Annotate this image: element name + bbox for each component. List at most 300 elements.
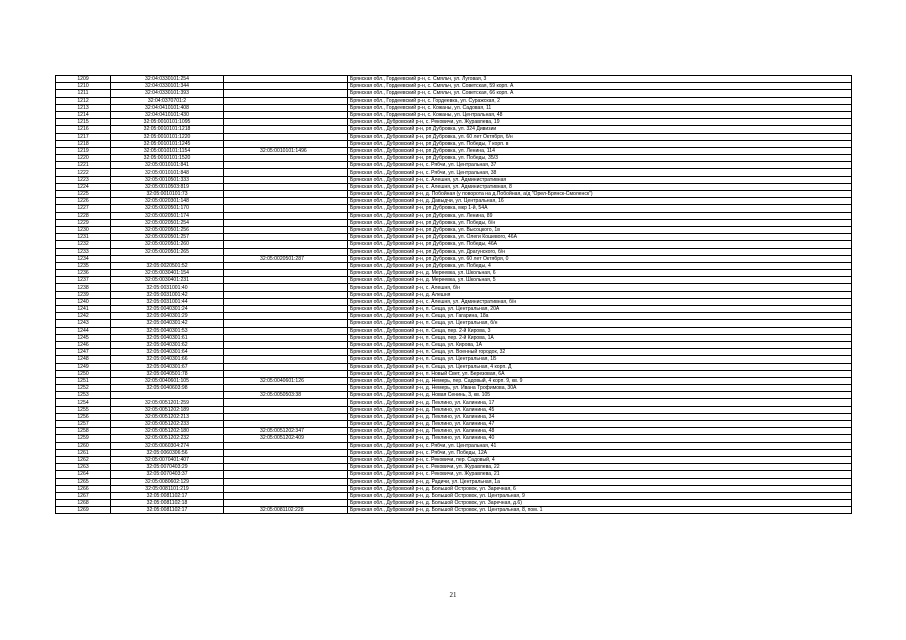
linked-cadastral-number-cell: 32:05:0010101:1496 [224,147,348,154]
cadastral-number-cell: 32:05:0040301:66 [111,356,224,363]
table-row [56,183,852,190]
linked-cadastral-number-cell [224,104,348,111]
cadastral-number-cell: 32:05:0040301:67 [111,363,224,370]
linked-cadastral-number-cell: 32:05:0050503:38 [224,392,348,399]
cadastral-number-cell: 32:05:0040301:64 [111,349,224,356]
address-cell: Брянская обл., Дубровский р-н, п. Сеща, ул. Центральная, 4 корп. Д [348,363,852,370]
address-cell: Брянская обл., Дубровский р-н, д. Пеклино, ул. Калинина, 47 [348,421,852,428]
address-cell: Брянская обл., Дубровский р-н, рп Дубровка, мкр 1-й, 54А [348,205,852,212]
address-cell: Брянская обл., Дубровский р-н, д. Пеклино, ул. Калинина, 45 [348,406,852,413]
linked-cadastral-number-cell [224,176,348,183]
linked-cadastral-number-cell: 32:05:0020501:287 [224,255,348,262]
row-number-cell: 1217 [56,133,111,140]
table-row [56,471,852,478]
table-row [56,306,852,313]
table-row [56,162,852,169]
row-number-cell: 1261 [56,449,111,456]
cadastral-number-cell: 32:05:0010101:73 [111,191,224,198]
row-number-cell: 1218 [56,140,111,147]
cadastral-number-cell: 32:05:0040603:98 [111,385,224,392]
table-row [56,241,852,248]
address-cell: Брянская обл., Дубровский р-н, с. Рековичи, пер. Садовый, 4 [348,456,852,463]
cadastral-number-cell: 32:04:0330101:254 [111,76,224,83]
row-number-cell: 1236 [56,270,111,277]
cadastral-number-cell: 32:05:0081102:17 [111,492,224,499]
linked-cadastral-number-cell [224,212,348,219]
table-row [56,262,852,269]
address-cell: Брянская обл., Дубровский р-н, д. Немерь, пер. Садовый, 4 корп. 9, кв. 9 [348,377,852,384]
table-row [56,255,852,262]
row-number-cell: 1254 [56,399,111,406]
address-cell: Брянская обл., Дубровский р-н, д. Пеклино, ул. Калинина, 48 [348,428,852,435]
address-cell: Брянская обл., Гордеевский р-н, с. Смяльч, ул. Советская, 66 корп. А [348,90,852,97]
address-cell: Брянская обл., Дубровский р-н, рп Дубровка, ул. Ленина, 114 [348,147,852,154]
address-cell: Брянская обл., Дубровский р-н, рп Дубровка, ул. 60 лет Октября, б/н [348,133,852,140]
table-row [56,176,852,183]
address-cell: Брянская обл., Дубровский р-н, п. Сеща, ул. Центральная, б/н [348,320,852,327]
linked-cadastral-number-cell [224,356,348,363]
table-row [56,442,852,449]
cadastral-number-cell: 32:05:0040301:42 [111,320,224,327]
cadastral-number-cell: 32:05:0020501:265 [111,248,224,255]
address-cell: Брянская обл., Дубровский р-н, рп Дубровка, ул. Олеги Кошевого, 46А [348,234,852,241]
cadastral-number-cell: 32:05:0031001:42 [111,291,224,298]
table-row [56,169,852,176]
linked-cadastral-number-cell [224,413,348,420]
cadastral-number-cell: 32:05:0010501:333 [111,176,224,183]
linked-cadastral-number-cell [224,133,348,140]
row-number-cell: 1220 [56,155,111,162]
cadastral-number-cell: 32:05:0010101:1095 [111,119,224,126]
table-row [56,111,852,118]
linked-cadastral-number-cell [224,442,348,449]
table-row [56,478,852,485]
linked-cadastral-number-cell [224,97,348,104]
row-number-cell: 1267 [56,492,111,499]
cadastral-number-cell: 32:05:0031001:40 [111,284,224,291]
address-cell: Брянская обл., Дубровский р-н, с. Алешня, б/н [348,284,852,291]
address-cell: Брянская обл., Дубровский р-н, рп Дубровка, ул. Победы, 4 [348,262,852,269]
row-number-cell: 1232 [56,241,111,248]
table-row [56,485,852,492]
address-cell: Брянская обл., Дубровский р-н, рп Дубровка, ул. 60 лет Октября, 0 [348,255,852,262]
table-row [56,97,852,104]
linked-cadastral-number-cell [224,111,348,118]
table-row [56,298,852,305]
address-cell: Брянская обл., Дубровский р-н, рп Дубровка, ул. Драгунского, б/н [348,248,852,255]
linked-cadastral-number-cell [224,198,348,205]
address-cell: Брянская обл., Дубровский р-н, д. Побойная (у поворота на д.Побойная, а/д "Орел-Брянск-Смоленск") [348,191,852,198]
address-cell: Брянская обл., Дубровский р-н, д. Пеклино, ул. Калинина, 40 [348,435,852,442]
table-row [56,421,852,428]
cadastral-number-cell: 32:05:0010101:1154 [111,147,224,154]
address-cell: Брянская обл., Дубровский р-н, д. Большой Островок, ул. Заречная, д.6) [348,500,852,507]
row-number-cell: 1228 [56,212,111,219]
address-cell: Брянская обл., Дубровский р-н, рп Дубровка, ул. Ленина, 89 [348,212,852,219]
table-row [56,119,852,126]
linked-cadastral-number-cell [224,406,348,413]
cadastral-number-cell: 32:05:0010101:1520 [111,155,224,162]
table-row [56,464,852,471]
table-row [56,334,852,341]
row-number-cell: 1210 [56,83,111,90]
table-row [56,492,852,499]
table-row [56,104,852,111]
linked-cadastral-number-cell [224,399,348,406]
address-cell: Брянская обл., Гордеевский р-н, с. Гордеевка, ул. Суражская, 2 [348,97,852,104]
linked-cadastral-number-cell [224,485,348,492]
linked-cadastral-number-cell [224,76,348,83]
address-cell: Брянская обл., Дубровский р-н, п. Новый Свет, ул. Березовая, 6А [348,370,852,377]
linked-cadastral-number-cell [224,262,348,269]
cadastral-number-cell: 32:04:0410101:408 [111,104,224,111]
table-row [56,500,852,507]
linked-cadastral-number-cell [224,241,348,248]
row-number-cell: 1252 [56,385,111,392]
address-cell: Брянская обл., Дубровский р-н, с. Рековичи, ул. Журавлева, 22 [348,464,852,471]
cadastral-number-cell: 32:05:0040501:78 [111,370,224,377]
row-number-cell: 1244 [56,327,111,334]
row-number-cell: 1243 [56,320,111,327]
row-number-cell: 1242 [56,313,111,320]
row-number-cell: 1214 [56,111,111,118]
table-row [56,147,852,154]
address-cell: Брянская обл., Гордеевский р-н, с. Кожаны, ул. Садовая, 11 [348,104,852,111]
cadastral-number-cell: 32:05:0030401:231 [111,277,224,284]
linked-cadastral-number-cell [224,183,348,190]
row-number-cell: 1256 [56,413,111,420]
cadastral-number-cell: 32:05:0081102:17 [111,507,224,514]
address-cell: Брянская обл., Дубровский р-н, п. Сеща, пер. 2-й Кирова, 1А [348,334,852,341]
linked-cadastral-number-cell [224,313,348,320]
address-cell: Брянская обл., Дубровский р-н, д. Немерь, ул. Ивана Трофимова, 30А [348,385,852,392]
table-row [56,363,852,370]
linked-cadastral-number-cell [224,464,348,471]
linked-cadastral-number-cell: 32:05:0051202:409 [224,435,348,442]
address-cell: Брянская обл., Дубровский р-н, с. Рековичи, ул. Журавлева, 21 [348,471,852,478]
linked-cadastral-number-cell [224,191,348,198]
linked-cadastral-number-cell [224,349,348,356]
linked-cadastral-number-cell [224,205,348,212]
row-number-cell: 1253 [56,392,111,399]
cadastral-number-cell: 32:05:0051202:180 [111,428,224,435]
linked-cadastral-number-cell [224,234,348,241]
cadastral-number-cell: 32:05:0060304:274 [111,442,224,449]
row-number-cell: 1231 [56,234,111,241]
linked-cadastral-number-cell [224,90,348,97]
table-row [56,76,852,83]
address-cell: Брянская обл., Дубровский р-н, с. Рябчи, ул. Центральная, 41 [348,442,852,449]
address-cell: Брянская обл., Дубровский р-н, с. Рябчи, ул. Центральная, 38 [348,169,852,176]
cadastral-number-cell: 32:05:0010101:1220 [111,133,224,140]
address-cell: Брянская обл., Дубровский р-н, д. Пеклино, ул. Калинина, 34 [348,413,852,420]
address-cell: Брянская обл., Дубровский р-н, д. Большой Островок, ул. Центральная, 9 [348,492,852,499]
cadastral-number-cell: 32:05:0051202:189 [111,406,224,413]
linked-cadastral-number-cell [224,320,348,327]
table-row [56,356,852,363]
address-cell: Брянская обл., Дубровский р-н, д. Давыдчи, ул. Центральная, 16 [348,198,852,205]
table-row [56,370,852,377]
linked-cadastral-number-cell [224,119,348,126]
cadastral-number-cell: 32:05:0010101:1245 [111,140,224,147]
linked-cadastral-number-cell [224,140,348,147]
cadastral-number-cell: 32:05:0040301:29 [111,313,224,320]
row-number-cell: 1263 [56,464,111,471]
row-number-cell: 1246 [56,341,111,348]
cadastral-number-cell: 32:05:0010101:848 [111,169,224,176]
row-number-cell: 1224 [56,183,111,190]
table-row [56,155,852,162]
table-row [56,449,852,456]
cadastral-number-cell: 32:05:0051202:213 [111,413,224,420]
row-number-cell: 1241 [56,306,111,313]
cadastral-number-cell: 32:05:0070401:407 [111,456,224,463]
address-cell: Брянская обл., Дубровский р-н, рп Дубровка, ул. Победы, б/н [348,219,852,226]
address-cell: Брянская обл., Дубровский р-н, д. Новая Сенинь, 3, кв. 105 [348,392,852,399]
row-number-cell: 1257 [56,421,111,428]
row-number-cell: 1209 [56,76,111,83]
row-number-cell: 1216 [56,126,111,133]
linked-cadastral-number-cell [224,385,348,392]
table-row [56,406,852,413]
cadastral-number-cell: 32:05:0080602:129 [111,478,224,485]
table-body [56,76,852,514]
cadastral-number-cell: 32:05:0020301:148 [111,198,224,205]
address-cell: Брянская обл., Дубровский р-н, п. Сеща, ул. Кирова, 1А [348,341,852,348]
cadastral-number-cell: 32:04:0370701:2 [111,97,224,104]
table-row [56,413,852,420]
cadastral-number-cell: 32:05:0020501:170 [111,205,224,212]
linked-cadastral-number-cell [224,327,348,334]
address-cell: Брянская обл., Дубровский р-н, рп Дубровка, ул. 324 Дивизии [348,126,852,133]
address-cell: Брянская обл., Дубровский р-н, д. Радичи, ул. Центральная, 1а [348,478,852,485]
row-number-cell: 1223 [56,176,111,183]
table-row [56,456,852,463]
linked-cadastral-number-cell [224,341,348,348]
row-number-cell: 1264 [56,471,111,478]
linked-cadastral-number-cell [224,471,348,478]
row-number-cell: 1213 [56,104,111,111]
cadastral-number-cell: 32:05:0020501:174 [111,212,224,219]
linked-cadastral-number-cell [224,478,348,485]
row-number-cell: 1230 [56,226,111,233]
row-number-cell: 1269 [56,507,111,514]
table-row [56,313,852,320]
address-cell: Брянская обл., Дубровский р-н, рп Дубровка, ул. Высоцкого, 1в [348,226,852,233]
table-row [56,399,852,406]
row-number-cell: 1255 [56,406,111,413]
row-number-cell: 1239 [56,291,111,298]
row-number-cell: 1212 [56,97,111,104]
address-cell: Брянская обл., Дубровский р-н, д. Пеклино, ул. Калинина, 17 [348,399,852,406]
linked-cadastral-number-cell [224,270,348,277]
cadastral-number-cell: 32:05:0031001:44 [111,298,224,305]
linked-cadastral-number-cell [224,449,348,456]
linked-cadastral-number-cell [224,492,348,499]
row-number-cell: 1211 [56,90,111,97]
address-cell: Брянская обл., Дубровский р-н, с. Алешня, ул. Административная, б/н [348,298,852,305]
row-number-cell: 1219 [56,147,111,154]
address-cell: Брянская обл., Дубровский р-н, рп Дубровка, ул. Победы, 7 корп. в [348,140,852,147]
row-number-cell: 1235 [56,262,111,269]
table-row [56,291,852,298]
table-row [56,83,852,90]
row-number-cell: 1266 [56,485,111,492]
row-number-cell: 1249 [56,363,111,370]
table-row [56,219,852,226]
cadastral-number-cell: 32:05:0020501:256 [111,226,224,233]
cadastral-number-cell: 32:04:0410101:430 [111,111,224,118]
row-number-cell: 1262 [56,456,111,463]
cadastral-number-cell: 32:05:0040301:53 [111,327,224,334]
linked-cadastral-number-cell [224,162,348,169]
table-row [56,90,852,97]
row-number-cell: 1247 [56,349,111,356]
linked-cadastral-number-cell [224,421,348,428]
address-cell: Брянская обл., Дубровский р-н, д. Мереевка, ул. Школьная, 6 [348,270,852,277]
cadastral-number-cell [111,255,224,262]
row-number-cell: 1221 [56,162,111,169]
row-number-cell: 1259 [56,435,111,442]
row-number-cell: 1226 [56,198,111,205]
cadastral-number-cell: 32:05:0040301:61 [111,334,224,341]
row-number-cell: 1265 [56,478,111,485]
cadastral-number-cell: 32:05:0040301:62 [111,341,224,348]
table-row [56,392,852,399]
linked-cadastral-number-cell [224,219,348,226]
table-row [56,320,852,327]
address-cell: Брянская обл., Гордеевский р-н, с. Кожаны, ул. Центральная, 48 [348,111,852,118]
row-number-cell: 1258 [56,428,111,435]
linked-cadastral-number-cell: 32:05:0040601:126 [224,377,348,384]
cadastral-table [55,75,852,514]
row-number-cell: 1238 [56,284,111,291]
cadastral-number-cell: 32:05:0051201:259 [111,399,224,406]
linked-cadastral-number-cell [224,155,348,162]
table-row [56,284,852,291]
address-cell: Брянская обл., Гордеевский р-н, с. Смяльч, ул. Луговая, 3 [348,76,852,83]
table-row [56,205,852,212]
linked-cadastral-number-cell: 32:05:0051202:347 [224,428,348,435]
cadastral-number-cell: 32:04:0330101:344 [111,83,224,90]
cadastral-number-cell: 32:05:0020501:52 [111,262,224,269]
cadastral-table-section [55,75,851,514]
table-row [56,270,852,277]
table-row [56,133,852,140]
linked-cadastral-number-cell: 32:05:0081102:228 [224,507,348,514]
cadastral-number-cell: 32:05:0010503:819 [111,183,224,190]
row-number-cell: 1251 [56,377,111,384]
address-cell: Брянская обл., Дубровский р-н, с. Алешня, ул. Административная, 8 [348,183,852,190]
linked-cadastral-number-cell [224,363,348,370]
linked-cadastral-number-cell [224,298,348,305]
row-number-cell: 1233 [56,248,111,255]
linked-cadastral-number-cell [224,226,348,233]
address-cell: Брянская обл., Дубровский р-н, д. Большой Островок, ул. Центральная, 8, пом. 1 [348,507,852,514]
cadastral-number-cell: 32:05:0020501:254 [111,219,224,226]
row-number-cell: 1240 [56,298,111,305]
table-row [56,140,852,147]
cadastral-number-cell: 32:05:0030401:154 [111,270,224,277]
linked-cadastral-number-cell [224,456,348,463]
address-cell: Брянская обл., Дубровский р-н, д. Алешня [348,291,852,298]
address-cell: Брянская обл., Дубровский р-н, рп Дубровка, ул. Победы, 35/3 [348,155,852,162]
row-number-cell: 1215 [56,119,111,126]
cadastral-number-cell: 32:05:0040601:105 [111,377,224,384]
row-number-cell: 1248 [56,356,111,363]
row-number-cell: 1237 [56,277,111,284]
cadastral-number-cell: 32:05:0081102:18 [111,500,224,507]
table-row [56,435,852,442]
linked-cadastral-number-cell [224,291,348,298]
table-row [56,248,852,255]
table-row [56,428,852,435]
row-number-cell: 1245 [56,334,111,341]
linked-cadastral-number-cell [224,370,348,377]
linked-cadastral-number-cell [224,306,348,313]
address-cell: Брянская обл., Гордеевский р-н, с. Смяльч, ул. Советская, 59 корп. А [348,83,852,90]
linked-cadastral-number-cell [224,284,348,291]
table-row [56,191,852,198]
table-row [56,377,852,384]
cadastral-number-cell: 32:05:0070403:29 [111,464,224,471]
address-cell: Брянская обл., Дубровский р-н, п. Сеща, ул. Гагарина, 18а [348,313,852,320]
table-row [56,507,852,514]
table-row [56,277,852,284]
row-number-cell: 1222 [56,169,111,176]
row-number-cell: 1225 [56,191,111,198]
cadastral-number-cell: 32:04:0330101:393 [111,90,224,97]
table-row [56,327,852,334]
address-cell: Брянская обл., Дубровский р-н, с. Алешня, ул. Административная [348,176,852,183]
address-cell: Брянская обл., Дубровский р-н, п. Сеща, ул. Военный городок, 32 [348,349,852,356]
table-row [56,212,852,219]
row-number-cell: 1250 [56,370,111,377]
linked-cadastral-number-cell [224,169,348,176]
linked-cadastral-number-cell [224,500,348,507]
cadastral-number-cell: 32:05:0010101:841 [111,162,224,169]
address-cell: Брянская обл., Дубровский р-н, п. Сеща, ул. Центральная, 20А [348,306,852,313]
table-row [56,234,852,241]
table-row [56,349,852,356]
linked-cadastral-number-cell [224,126,348,133]
address-cell: Брянская обл., Дубровский р-н, п. Сеща, ул. Центральная, 1Б [348,356,852,363]
row-number-cell: 1229 [56,219,111,226]
cadastral-number-cell: 32:05:0010101:1218 [111,126,224,133]
cadastral-number-cell: 32:05:0070403:37 [111,471,224,478]
cadastral-number-cell: 32:05:0020501:257 [111,234,224,241]
table-row [56,385,852,392]
cadastral-number-cell: 32:05:0040301:24 [111,306,224,313]
row-number-cell: 1227 [56,205,111,212]
address-cell: Брянская обл., Дубровский р-н, д. Большой Островок, ул. Заречная, 6 [348,485,852,492]
cadastral-number-cell: 32:05:0020501:260 [111,241,224,248]
cadastral-number-cell: 32:05:0060306:56 [111,449,224,456]
address-cell: Брянская обл., Дубровский р-н, с. Рековичи, ул. Журавлева, 19 [348,119,852,126]
table-row [56,126,852,133]
table-row [56,226,852,233]
table-row [56,198,852,205]
cadastral-number-cell: 32:05:0051202:232 [111,435,224,442]
address-cell: Брянская обл., Дубровский р-н, с. Рябчи, ул. Победы, 12А [348,449,852,456]
linked-cadastral-number-cell [224,277,348,284]
page-number: 21 [449,591,457,599]
row-number-cell: 1260 [56,442,111,449]
address-cell: Брянская обл., Дубровский р-н, рп Дубровка, ул. Победы, 46А [348,241,852,248]
linked-cadastral-number-cell [224,334,348,341]
cadastral-number-cell: 32:05:0051202:233 [111,421,224,428]
linked-cadastral-number-cell [224,248,348,255]
